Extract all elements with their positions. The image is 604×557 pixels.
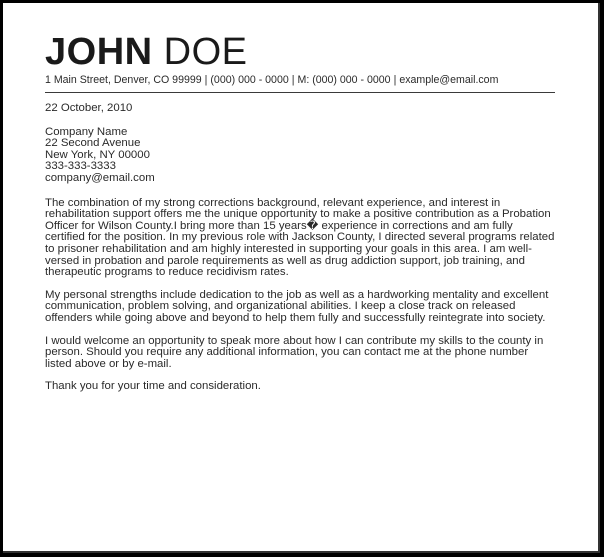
sender-address: 1 Main Street, Denver, CO 99999 (45, 74, 202, 86)
letter-page (3, 3, 600, 553)
recipient-street: 22 Second Avenue (45, 137, 141, 150)
closing-paragraph: Thank you for your time and consideration. (45, 380, 261, 393)
separator: | (393, 74, 397, 86)
letter-content (45, 33, 555, 404)
first-name: JOHN (45, 31, 153, 73)
separator: | (291, 74, 295, 86)
body-paragraph: I would welcome an opportunity to speak more about how I can contribute my skills to the county in person. Should you require any additional information, you can contact me at the phone number listed above or by e-mail. (45, 334, 544, 370)
sender-email: example@email.com (399, 74, 499, 86)
recipient-city: New York, NY 00000 (45, 148, 150, 161)
letter-date: 22 October, 2010 (45, 102, 133, 114)
body-paragraph: My personal strengths include dedication to the job as well as a hardworking mentality and excellent communication, problem solving, and organizational abilities. I keep a close track on released offenders while going above and beyond to help them fully and successfully reintegrate into society. (45, 288, 549, 324)
separator: | (204, 74, 208, 86)
recipient-email: company@email.com (45, 171, 155, 184)
sender-phone: (000) 000 - 0000 (210, 74, 289, 86)
contact-line (45, 73, 555, 93)
body-paragraph: The combination of my strong corrections background, relevant experience, and interest in rehabilitation support offers me the unique opportunity to make a positive contribution as a Probation Officer for Wilson County.I bring more than 15 years� experience in corrections and am fully certified for the position. In my previous role with Jackson County, I directed several programs related to prisoner rehabilitation and am highly interested in supporting your goals in this area. I am well-versed in probation and parole requirements as well as drug addiction support, job training, and therapeutic programs to reduce recidivism rates. (45, 196, 555, 279)
recipient-block (45, 127, 555, 185)
recipient-company: Company Name (45, 125, 128, 138)
applicant-name (45, 33, 555, 71)
last-name: DOE (163, 31, 248, 73)
recipient-phone: 333-333-3333 (45, 160, 116, 173)
sender-mobile: M: (000) 000 - 0000 (297, 74, 391, 86)
